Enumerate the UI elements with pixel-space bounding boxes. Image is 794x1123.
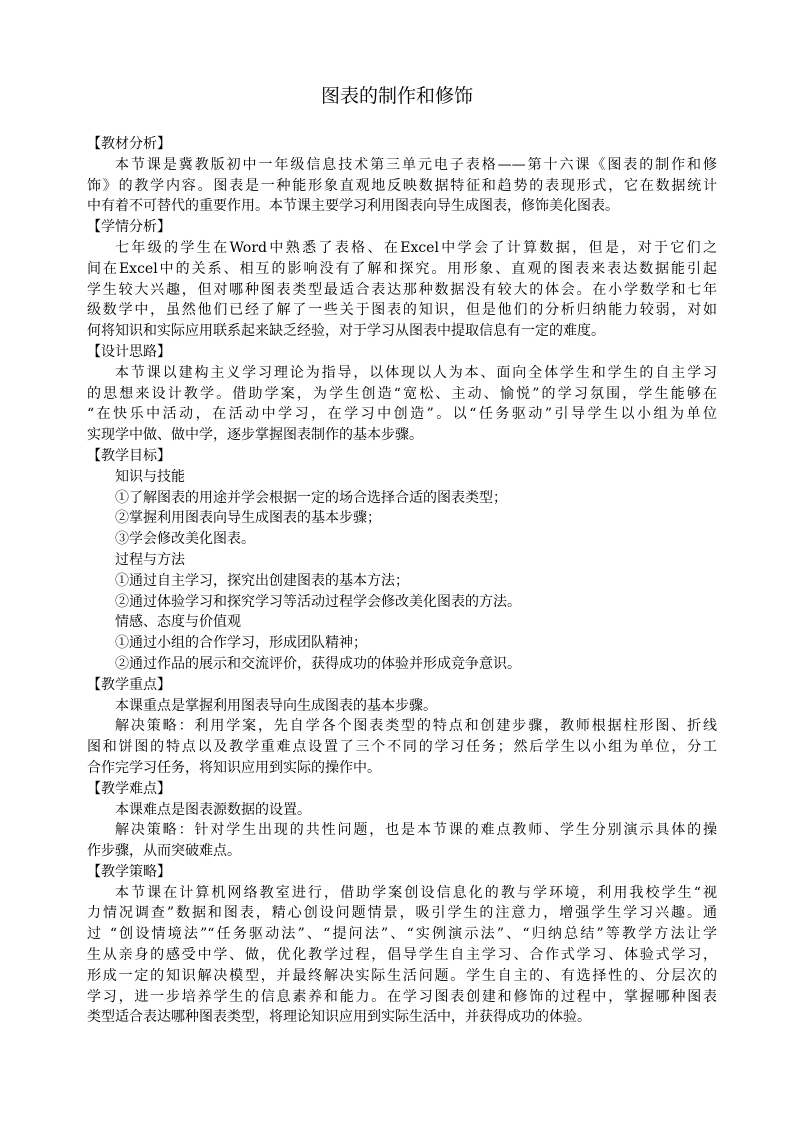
body-text-line: ②通过体验学习和探究学习等活动过程学会修改美化图表的方法。 (115, 593, 521, 610)
body-text-line: 学习，进一步培养学生的信息素养和能力。在学习图表创建和修饰的过程中，掌握哪种图表 (87, 988, 717, 1005)
body-text-line: ①通过小组的合作学习，形成团队精神； (115, 635, 367, 652)
section-heading: 【教学重点】 (87, 676, 171, 693)
section-heading: 【设计思路】 (87, 343, 171, 360)
document-body (87, 134, 717, 1028)
document-title: 图表的制作和修饰 (320, 85, 473, 107)
section-heading: 【教学策略】 (87, 863, 171, 880)
body-text-line: 合作完学习任务，将知识应用到实际的操作中。 (87, 759, 381, 776)
body-text-line: 间在Excel中的关系、相互的影响没有了解和探究。用形象、直观的图表来表达数据能引起 (87, 260, 717, 277)
body-text-line: 形成一定的知识解决模型，并最终解决实际生活问题。学生自主的、有选择性的、分层次的 (87, 967, 717, 984)
section-heading: 【教学目标】 (87, 447, 171, 464)
body-text-line: ②通过作品的展示和交流评价，获得成功的体验并形成竞争意识。 (115, 655, 521, 672)
body-text-line: 力情况调查”数据和图表，精心创设问题情景，吸引学生的注意力，增强学生学习兴趣。通 (87, 905, 717, 922)
body-text-line: 解决策略：针对学生出现的共性问题，也是本节课的难点教师、学生分别演示具体的操 (115, 822, 717, 839)
body-text-line: 过程与方法 (115, 551, 185, 568)
body-text-line: 七年级的学生在Word中熟悉了表格、在Excel中学会了计算数据，但是，对于它们之 (115, 239, 717, 256)
body-text-line: 学生较大兴趣，但对哪种图表类型最适合表达那种数据没有较大的体会。在小学数学和七年 (87, 281, 717, 298)
body-text-line: 饰》的教学内容。图表是一种能形象直观地反映数据特征和趋势的表现形式，它在数据统计 (87, 177, 717, 194)
body-text-line: 中有着不可替代的重要作用。本节课主要学习利用图表向导生成图表，修饰美化图表。 (87, 198, 619, 215)
body-text-line: 过 “创设情境法”“任务驱动法”、“提问法”、“实例演示法”、“归纳总结”等教学方法让学 (87, 926, 717, 943)
section-heading: 【教材分析】 (87, 136, 171, 152)
body-text-line: ①通过自主学习，探究出创建图表的基本方法； (115, 572, 409, 589)
body-text-line: ③学会修改美化图表。 (115, 531, 255, 548)
body-text-line: 本节课在计算机网络教室进行，借助学案创设信息化的教与学环境，利用我校学生“视 (115, 884, 717, 901)
body-text-line: 知识与技能 (115, 468, 185, 485)
body-text-line: 本节课以建构主义学习理论为指导，以体现以人为本、面向全体学生和学生的自主学习 (115, 364, 717, 381)
body-text-line: 解决策略：利用学案，先自学各个图表类型的特点和创建步骤，教师根据柱形图、折线 (115, 718, 717, 735)
body-text-line: “在快乐中活动，在活动中学习，在学习中创造”。以“任务驱动”引导学生以小组为单位 (87, 406, 717, 423)
body-text-line: 图和饼图的特点以及教学重难点设置了三个不同的学习任务；然后学生以小组为单位，分工 (87, 739, 717, 756)
body-text-line: 实现学中做、做中学，逐步掌握图表制作的基本步骤。 (87, 427, 423, 444)
body-text-line: 作步骤，从而突破难点。 (87, 843, 241, 860)
body-text-line: 本节课是冀教版初中一年级信息技术第三单元电子表格——第十六课《图表的制作和修 (115, 156, 717, 173)
body-text-line: 本课重点是掌握利用图表导向生成图表的基本步骤。 (115, 697, 437, 714)
body-text-line: ②掌握利用图表向导生成图表的基本步骤； (115, 510, 381, 527)
body-text-line: 情感、态度与价值观 (115, 614, 241, 631)
body-text-line: 生从亲身的感受中学、做，优化教学过程，倡导学生自主学习、合作式学习、体验式学习， (87, 947, 717, 964)
body-text-line: 类型适合表达哪种图表类型，将理论知识应用到实际生活中，并获得成功的体验。 (87, 1009, 591, 1026)
body-text-line: 级数学中，虽然他们已经了解了一些关于图表的知识，但是他们的分析归纳能力较弱，对如 (87, 302, 717, 319)
body-text-line: 本课难点是图表源数据的设置。 (115, 801, 311, 818)
section-heading: 【学情分析】 (87, 219, 171, 236)
body-text-line: 何将知识和实际应用联系起来缺乏经验，对于学习从图表中提取信息有一定的难度。 (87, 323, 605, 340)
section-heading: 【教学难点】 (87, 780, 171, 797)
body-text-line: 的思想来设计教学。借助学案，为学生创造“宽松、主动、愉悦”的学习氛围，学生能够在 (87, 385, 717, 402)
body-text-line: ①了解图表的用途并学会根据一定的场合选择合适的图表类型； (115, 489, 507, 506)
